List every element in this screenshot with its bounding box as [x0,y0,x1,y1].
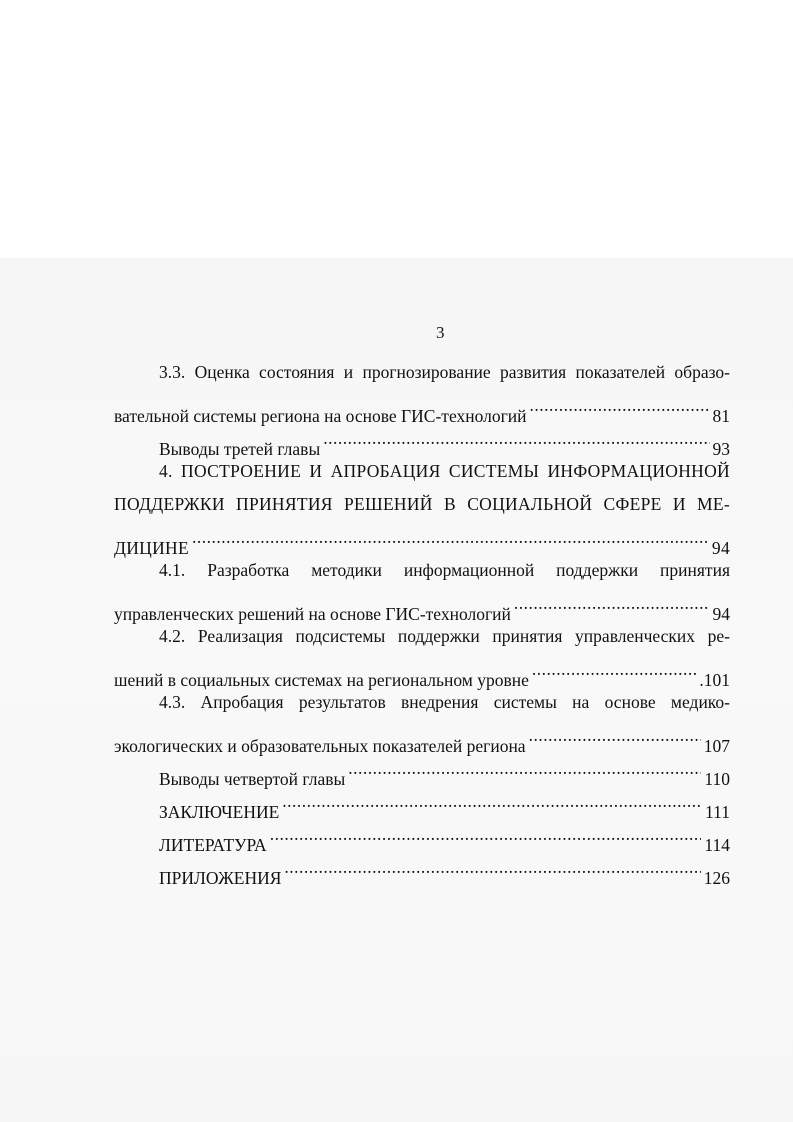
dot-leader [514,587,710,620]
dot-leader [530,389,710,422]
toc-entry-3-3-line1: 3.3. Оценка состояния и прогнозирование развития показателей образо- [159,362,730,382]
table-of-contents [114,356,730,888]
toc-entry-4-3[interactable] [114,719,730,756]
toc-entry-title: ЗАКЛЮЧЕНИЕ [159,802,280,822]
dot-leader [282,785,702,818]
toc-page-number: 126 [703,868,730,888]
toc-page-number: 114 [704,835,730,855]
toc-entry-title: вательной системы региона на основе ГИС-технологий [114,406,527,426]
toc-entry-title: Выводы третей главы [159,439,321,459]
toc-entry-title: ПРИЛОЖЕНИЯ [159,868,282,888]
toc-entry-4-1-line1: 4.1. Разработка методики информационной поддержки принятия [159,560,730,580]
dot-leader [284,851,700,884]
toc-entry-4-3-line1: 4.3. Апробация результатов внедрения системы на основе медико- [159,692,730,712]
toc-entry-4-2-line1: 4.2. Реализация подсистемы поддержки принятия управленческих ре- [159,626,730,646]
toc-chapter-4[interactable] [114,521,730,558]
toc-entry-4-2[interactable] [114,653,730,690]
dot-leader [192,521,709,554]
dot-leader [529,719,701,752]
toc-page-number: 107 [703,736,730,756]
toc-page-number: 93 [712,439,730,459]
toc-entry-title: Выводы четвертой главы [159,769,346,789]
toc-page-number: 110 [704,769,730,789]
toc-page-number: 81 [712,406,730,426]
toc-entry-title: шений в социальных системах на региональном уровне [114,670,529,690]
dot-leader [348,752,701,785]
toc-entry-3-3[interactable] [114,389,730,426]
toc-page-number: 94 [712,604,730,624]
toc-entry-title: ДИЦИНЕ [114,538,189,558]
toc-chapter-4-line2: ПОДДЕРЖКИ ПРИНЯТИЯ РЕШЕНИЙ В СОЦИАЛЬНОЙ СФЕРЕ И МЕ- [114,494,730,514]
toc-entry-title: ЛИТЕРАТУРА [159,835,267,855]
toc-page-number: 111 [705,802,730,822]
page-number: 3 [436,323,445,342]
toc-page-number: .101 [699,670,730,690]
dot-leader [270,818,702,851]
toc-entry-4-1[interactable] [114,587,730,624]
toc-chapter-4-line1: 4. ПОСТРОЕНИЕ И АПРОБАЦИЯ СИСТЕМЫ ИНФОРМАЦИОННОЙ [159,461,730,481]
toc-page-number: 94 [711,538,730,558]
toc-entry-title: управленческих решений на основе ГИС-технологий [114,604,511,624]
dot-leader [323,422,709,455]
toc-entry-title: экологических и образовательных показателей региона [114,736,526,756]
dot-leader [532,653,697,686]
